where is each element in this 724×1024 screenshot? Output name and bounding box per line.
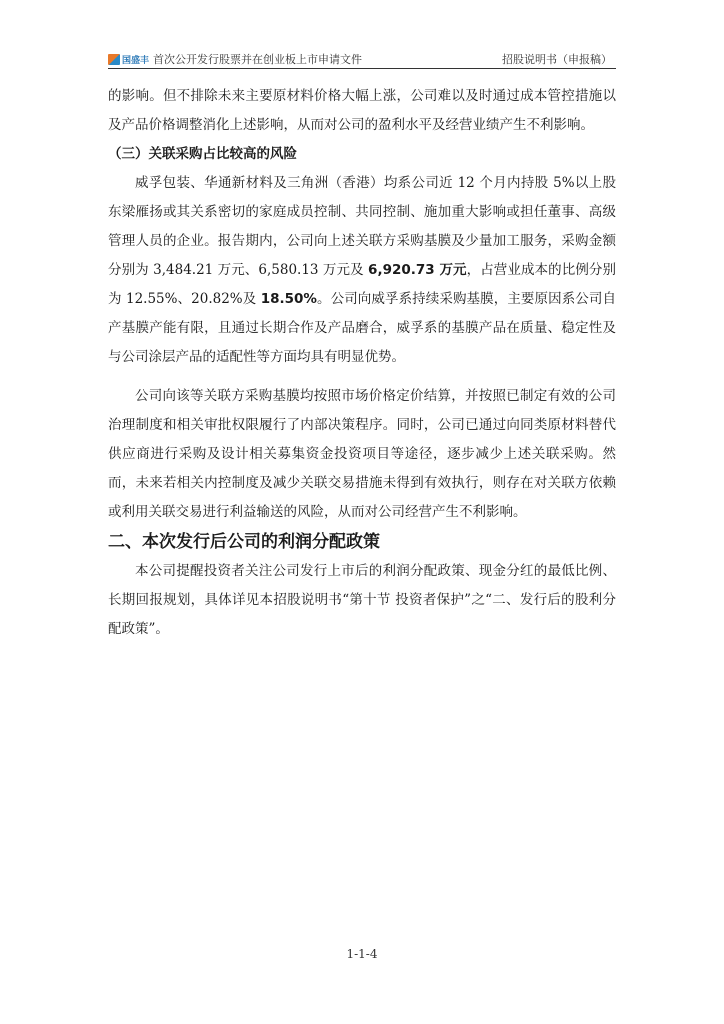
highlighted-percentage: 18.50% <box>260 291 317 307</box>
paragraph-gap <box>108 372 616 382</box>
header-left <box>108 51 362 67</box>
company-logo-icon <box>108 54 120 65</box>
document-body <box>108 82 616 644</box>
paragraph-text: 威孚包装、华通新材料及三角洲（香港）均系公司近 12 个月内持股 5%以上股东梁雁扬或其关系密切的家庭成员控制、共同控制、施加重大影响或担任董事、高级管理人员的企业。报告期内，公司向上述关联方采购基膜及少量加工服务，采购金额分别为 3,484.21 万元、6,580.13 万元及 <box>108 175 616 278</box>
paragraph-profit-distribution: 本公司提醒投资者关注公司发行上市后的利润分配政策、现金分红的最低比例、长期回报规划，具体详见本招股说明书“第十节 投资者保护”之“二、发行后的股利分配政策”。 <box>108 563 616 637</box>
paragraph-continuation: 的影响。但不排除未来主要原材料价格大幅上涨，公司难以及时通过成本管控措施以及产品价格调整消化上述影响，从而对公司的盈利水平及经营业绩产生不利影响。 <box>108 88 616 133</box>
company-logo-text: 国盛丰 <box>122 55 150 66</box>
page-header <box>108 50 616 69</box>
subsection-heading-related-purchase-risk: （三）关联采购占比较高的风险 <box>108 146 297 162</box>
header-document-type: 招股说明书（申报稿） <box>502 53 612 66</box>
paragraph-text: ，占营业成本的比例分别为 12.55%、20.82%及 <box>108 262 616 307</box>
page-number: 1-1-4 <box>346 947 378 961</box>
paragraph-pricing-controls: 公司向该等关联方采购基膜均按照市场价格定价结算，并按照已制定有效的公司治理制度和相关审批权限履行了内部决策程序。同时，公司已通过向同类原材料替代供应商进行采购及设计相关募集资金投资项目等途径，逐步减少上述关联采购。然而，未来若相关内控制度及减少关联交易措施未得到有效执行，则存在对关联方依赖或利用关联交易进行利益输送的风险，从而对公司经营产生不利影响。 <box>108 388 616 520</box>
paragraph-related-purchase <box>108 169 616 372</box>
highlighted-amount: 6,920.73 万元 <box>368 262 467 278</box>
header-document-title: 首次公开发行股票并在创业板上市申请文件 <box>153 53 363 66</box>
section-heading-profit-distribution: 二、本次发行后公司的利润分配政策 <box>108 532 380 552</box>
paragraph-text: 。公司向威孚系持续采购基膜，主要原因系公司自产基膜产能有限，且通过长期合作及产品磨合，威孚系的基膜产品在质量、稳定性及与公司涂层产品的适配性等方面均具有明显优势。 <box>108 291 616 365</box>
